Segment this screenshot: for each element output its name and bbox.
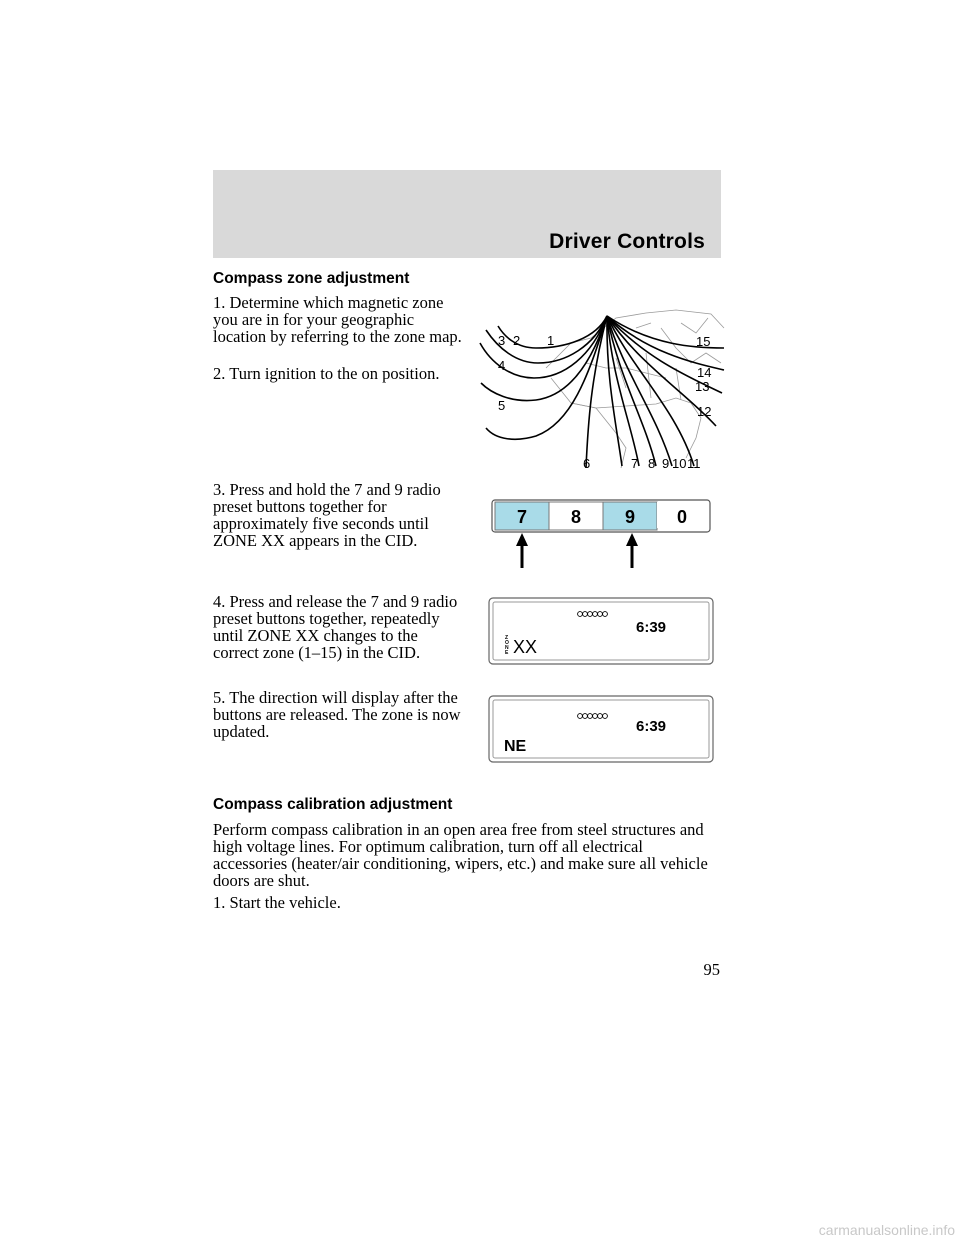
zone-label-10: 10 <box>672 456 687 471</box>
section-heading-zone: Compass zone adjustment <box>213 270 410 287</box>
header-band <box>213 170 721 258</box>
cid-display-direction <box>488 695 714 763</box>
zone-label-4: 4 <box>498 358 506 373</box>
zone-label-14: 14 <box>697 365 712 380</box>
zone-label-12: 12 <box>697 404 712 419</box>
zone-label-9: 9 <box>662 456 670 471</box>
zone-value: XX <box>513 637 538 657</box>
zone-label-3: 3 <box>498 333 506 348</box>
zone-letter-o: O <box>505 640 509 646</box>
cid-display-zone <box>488 597 714 665</box>
step-2: 2. Turn ignition to the on position. <box>213 364 440 383</box>
zone-label-13: 13 <box>695 379 710 394</box>
calibration-step-1: 1. Start the vehicle. <box>213 893 341 912</box>
preset-label-9: 9 <box>624 507 636 527</box>
watermark: carmanualsonline.info <box>818 1222 955 1238</box>
zone-label-6: 6 <box>583 456 591 471</box>
zone-label-7: 7 <box>631 456 639 471</box>
zone-letter-e: E <box>505 650 509 656</box>
step-1: 1. Determine which magnetic zone you are in for your geographic location by referring to the zone map. <box>213 293 462 346</box>
zone-label-8: 8 <box>648 456 656 471</box>
zone-label-11: 11 <box>687 456 701 471</box>
section-heading-calibration: Compass calibration adjustment <box>213 796 453 813</box>
preset-label-8: 8 <box>570 507 582 527</box>
page-title: Driver Controls <box>549 230 705 253</box>
calibration-paragraph: Perform compass calibration in an open area free from steel structures and high voltage lines. For optimum calibration, turn off all electrical accessories (heater/air conditioning, wipers, etc.) and make sure all vehicle doors are shut. <box>213 820 708 890</box>
zone-label-2: 2 <box>513 333 521 348</box>
step-4: 4. Press and release the 7 and 9 radio preset buttons together, repeatedly until ZONE XX changes to the correct zone (1–15) in the CID. <box>213 592 458 662</box>
page-number: 95 <box>703 960 720 979</box>
display-clock: 6:39 <box>636 619 667 636</box>
step-3: 3. Press and hold the 7 and 9 radio preset buttons together for approximately five seconds until ZONE XX appears in the CID. <box>213 480 441 550</box>
arrow-up-icon <box>626 533 638 568</box>
zone-letter-n: N <box>505 645 509 651</box>
step-5: 5. The direction will display after the buttons are released. The zone is now updated. <box>213 688 461 741</box>
zone-label-1: 1 <box>547 333 555 348</box>
zone-letter-z: Z <box>505 635 509 641</box>
zone-map <box>476 308 726 473</box>
preset-label-0: 0 <box>676 507 688 527</box>
preset-buttons-figure <box>486 496 714 572</box>
zone-label-15: 15 <box>696 334 711 349</box>
arrow-up-icon <box>516 533 528 568</box>
display-clock: 6:39 <box>636 718 667 735</box>
direction-value: NE <box>504 738 527 755</box>
zone-label-5: 5 <box>498 398 506 413</box>
preset-label-7: 7 <box>516 507 528 527</box>
